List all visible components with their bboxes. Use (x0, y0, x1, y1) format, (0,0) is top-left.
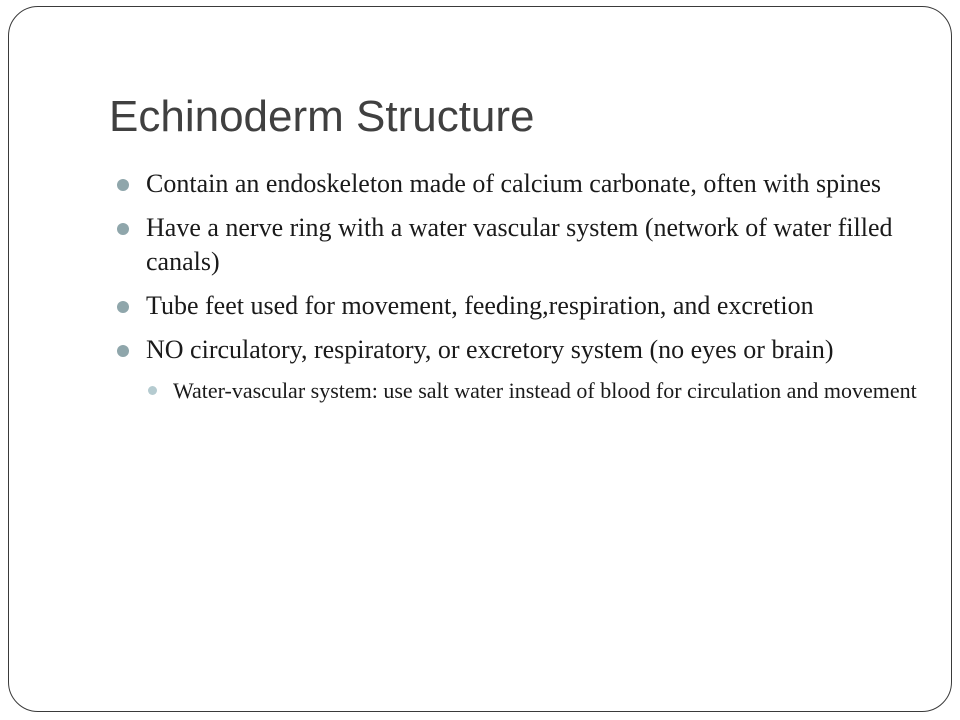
bullet-text: Have a nerve ring with a water vascular system (network of water filled canals) (146, 213, 893, 276)
sub-bullet-marker (148, 386, 157, 395)
bullet-text: Contain an endoskeleton made of calcium carbonate, often with spines (146, 169, 881, 198)
slide-frame (8, 6, 952, 712)
bullet-list (109, 167, 929, 416)
bullet-marker (117, 345, 129, 357)
bullet-marker (117, 301, 129, 313)
bullet-item (109, 289, 929, 323)
bullet-item (109, 211, 929, 279)
bullet-text: NO circulatory, respiratory, or excretory system (no eyes or brain) (146, 335, 834, 364)
bullet-item (109, 333, 929, 406)
bullet-text: Tube feet used for movement, feeding,respiration, and excretion (146, 291, 814, 320)
bullet-item (109, 167, 929, 201)
slide-title: Echinoderm Structure (109, 92, 535, 141)
sub-bullet-item (136, 375, 929, 406)
bullet-marker (117, 179, 129, 191)
sub-bullet-list (136, 375, 929, 406)
bullet-marker (117, 223, 129, 235)
sub-bullet-text: Water-vascular system: use salt water instead of blood for circulation and movement (173, 378, 917, 403)
